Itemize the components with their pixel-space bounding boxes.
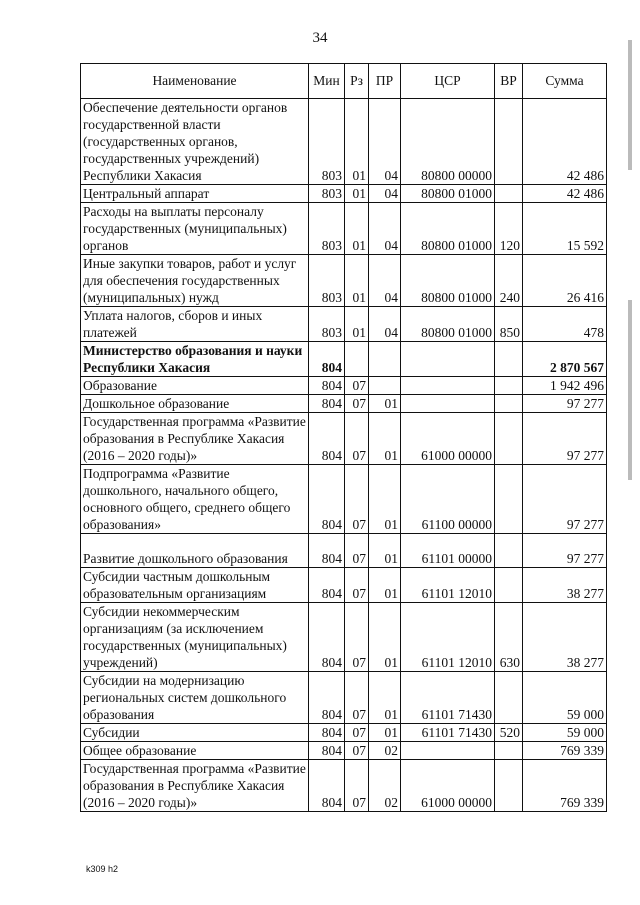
table-row — [81, 185, 607, 203]
cell-vr — [495, 413, 523, 465]
cell-min: 804 — [309, 742, 345, 760]
table-row — [81, 342, 607, 377]
cell-min: 803 — [309, 185, 345, 203]
cell-vr: 630 — [495, 603, 523, 672]
page-number: 34 — [312, 30, 328, 46]
cell-vr — [495, 568, 523, 603]
cell-name: Обеспечение деятельности органов государственной власти (государственных органов, государственных учреждений) Республики Хакасия — [81, 99, 309, 185]
cell-pr: 04 — [369, 255, 401, 307]
cell-min: 804 — [309, 568, 345, 603]
table-row — [81, 99, 607, 185]
margin-scan-mark — [628, 300, 632, 480]
cell-vr — [495, 534, 523, 568]
cell-csr: 61000 00000 — [401, 413, 495, 465]
table-row — [81, 603, 607, 672]
table-row — [81, 395, 607, 413]
cell-csr: 61101 00000 — [401, 534, 495, 568]
cell-pr: 04 — [369, 307, 401, 342]
cell-rz: 01 — [345, 203, 369, 255]
cell-csr: 61101 12010 — [401, 603, 495, 672]
cell-rz: 07 — [345, 742, 369, 760]
cell-name: Субсидии некоммерческим организациям (за исключением государственных (муниципальных) учреждений) — [81, 603, 309, 672]
cell-pr: 02 — [369, 742, 401, 760]
table-row — [81, 203, 607, 255]
cell-csr: 80800 00000 — [401, 99, 495, 185]
cell-rz: 01 — [345, 255, 369, 307]
cell-min: 804 — [309, 672, 345, 724]
cell-sum: 478 — [523, 307, 607, 342]
cell-rz: 07 — [345, 395, 369, 413]
cell-sum: 97 277 — [523, 465, 607, 534]
cell-name: Общее образование — [81, 742, 309, 760]
cell-csr — [401, 742, 495, 760]
cell-rz: 07 — [345, 568, 369, 603]
cell-sum: 42 486 — [523, 185, 607, 203]
cell-rz — [345, 342, 369, 377]
cell-name: Государственная программа «Развитие образования в Республике Хакасия (2016 – 2020 годы)» — [81, 413, 309, 465]
cell-sum: 15 592 — [523, 203, 607, 255]
table-row — [81, 742, 607, 760]
header-pr: ПР — [369, 64, 401, 99]
cell-pr: 01 — [369, 395, 401, 413]
header-min: Мин — [309, 64, 345, 99]
budget-table — [80, 63, 607, 812]
cell-pr: 01 — [369, 465, 401, 534]
cell-min: 804 — [309, 465, 345, 534]
cell-rz: 07 — [345, 672, 369, 724]
cell-min: 804 — [309, 395, 345, 413]
cell-min: 804 — [309, 342, 345, 377]
cell-name: Субсидии частным дошкольным образовательным организациям — [81, 568, 309, 603]
cell-csr: 61101 12010 — [401, 568, 495, 603]
cell-csr — [401, 377, 495, 395]
table-row — [81, 255, 607, 307]
cell-pr — [369, 342, 401, 377]
cell-sum: 769 339 — [523, 760, 607, 812]
cell-vr: 520 — [495, 724, 523, 742]
cell-pr: 01 — [369, 603, 401, 672]
cell-sum: 59 000 — [523, 672, 607, 724]
cell-rz: 07 — [345, 534, 369, 568]
cell-csr: 61101 71430 — [401, 672, 495, 724]
table-row — [81, 568, 607, 603]
cell-rz: 07 — [345, 724, 369, 742]
cell-min: 804 — [309, 413, 345, 465]
cell-name: Уплата налогов, сборов и иных платежей — [81, 307, 309, 342]
cell-rz: 01 — [345, 307, 369, 342]
cell-vr: 120 — [495, 203, 523, 255]
cell-vr — [495, 342, 523, 377]
cell-vr — [495, 672, 523, 724]
cell-csr — [401, 395, 495, 413]
cell-name: Расходы на выплаты персоналу государственных (муниципальных) органов — [81, 203, 309, 255]
cell-min: 804 — [309, 377, 345, 395]
cell-vr — [495, 185, 523, 203]
cell-sum: 2 870 567 — [523, 342, 607, 377]
cell-min: 803 — [309, 307, 345, 342]
cell-vr: 850 — [495, 307, 523, 342]
cell-min: 803 — [309, 203, 345, 255]
footer-code: k309 h2 — [86, 864, 119, 874]
cell-rz: 07 — [345, 413, 369, 465]
cell-rz: 07 — [345, 377, 369, 395]
cell-rz: 07 — [345, 465, 369, 534]
cell-pr: 04 — [369, 99, 401, 185]
header-sum: Сумма — [523, 64, 607, 99]
cell-sum: 38 277 — [523, 568, 607, 603]
cell-vr — [495, 377, 523, 395]
cell-csr: 61000 00000 — [401, 760, 495, 812]
header-vr: ВР — [495, 64, 523, 99]
table-body — [81, 99, 607, 812]
cell-sum: 97 277 — [523, 395, 607, 413]
cell-vr — [495, 465, 523, 534]
cell-name: Развитие дошкольного образования — [81, 534, 309, 568]
cell-csr: 80800 01000 — [401, 203, 495, 255]
table-row — [81, 672, 607, 724]
cell-pr: 01 — [369, 724, 401, 742]
cell-sum: 97 277 — [523, 413, 607, 465]
cell-pr: 01 — [369, 672, 401, 724]
cell-min: 803 — [309, 255, 345, 307]
cell-min: 804 — [309, 534, 345, 568]
cell-name: Центральный аппарат — [81, 185, 309, 203]
cell-csr: 61100 00000 — [401, 465, 495, 534]
cell-pr: 01 — [369, 413, 401, 465]
cell-name: Дошкольное образование — [81, 395, 309, 413]
cell-sum: 769 339 — [523, 742, 607, 760]
header-csr: ЦСР — [401, 64, 495, 99]
cell-rz: 07 — [345, 760, 369, 812]
cell-vr — [495, 760, 523, 812]
cell-sum: 59 000 — [523, 724, 607, 742]
table-row — [81, 534, 607, 568]
cell-sum: 42 486 — [523, 99, 607, 185]
table-row — [81, 465, 607, 534]
cell-name: Субсидии — [81, 724, 309, 742]
cell-pr — [369, 377, 401, 395]
table-row — [81, 413, 607, 465]
cell-pr: 04 — [369, 185, 401, 203]
margin-scan-mark — [628, 40, 632, 170]
cell-min: 804 — [309, 603, 345, 672]
cell-csr: 80800 01000 — [401, 255, 495, 307]
table-header-row — [81, 64, 607, 99]
table-row — [81, 377, 607, 395]
cell-name: Образование — [81, 377, 309, 395]
cell-pr: 01 — [369, 534, 401, 568]
cell-min: 804 — [309, 724, 345, 742]
cell-rz: 01 — [345, 185, 369, 203]
cell-csr: 80800 01000 — [401, 307, 495, 342]
cell-name: Иные закупки товаров, работ и услуг для обеспечения государственных (муниципальных) нужд — [81, 255, 309, 307]
cell-vr: 240 — [495, 255, 523, 307]
cell-csr — [401, 342, 495, 377]
cell-vr — [495, 742, 523, 760]
cell-vr — [495, 395, 523, 413]
cell-min: 803 — [309, 99, 345, 185]
cell-rz: 07 — [345, 603, 369, 672]
cell-rz: 01 — [345, 99, 369, 185]
cell-vr — [495, 99, 523, 185]
cell-csr: 61101 71430 — [401, 724, 495, 742]
header-rz: Рз — [345, 64, 369, 99]
cell-sum: 38 277 — [523, 603, 607, 672]
table-row — [81, 307, 607, 342]
cell-name: Министерство образования и науки Республики Хакасия — [81, 342, 309, 377]
cell-pr: 04 — [369, 203, 401, 255]
cell-sum: 26 416 — [523, 255, 607, 307]
cell-name: Государственная программа «Развитие образования в Республике Хакасия (2016 – 2020 годы)» — [81, 760, 309, 812]
cell-sum: 1 942 496 — [523, 377, 607, 395]
cell-name: Подпрограмма «Развитие дошкольного, начального общего, основного общего, среднего общего образования» — [81, 465, 309, 534]
table-row — [81, 760, 607, 812]
table-row — [81, 724, 607, 742]
cell-min: 804 — [309, 760, 345, 812]
cell-pr: 01 — [369, 568, 401, 603]
cell-csr: 80800 01000 — [401, 185, 495, 203]
cell-sum: 97 277 — [523, 534, 607, 568]
header-name: Наименование — [81, 64, 309, 99]
cell-pr: 02 — [369, 760, 401, 812]
cell-name: Субсидии на модернизацию региональных систем дошкольного образования — [81, 672, 309, 724]
